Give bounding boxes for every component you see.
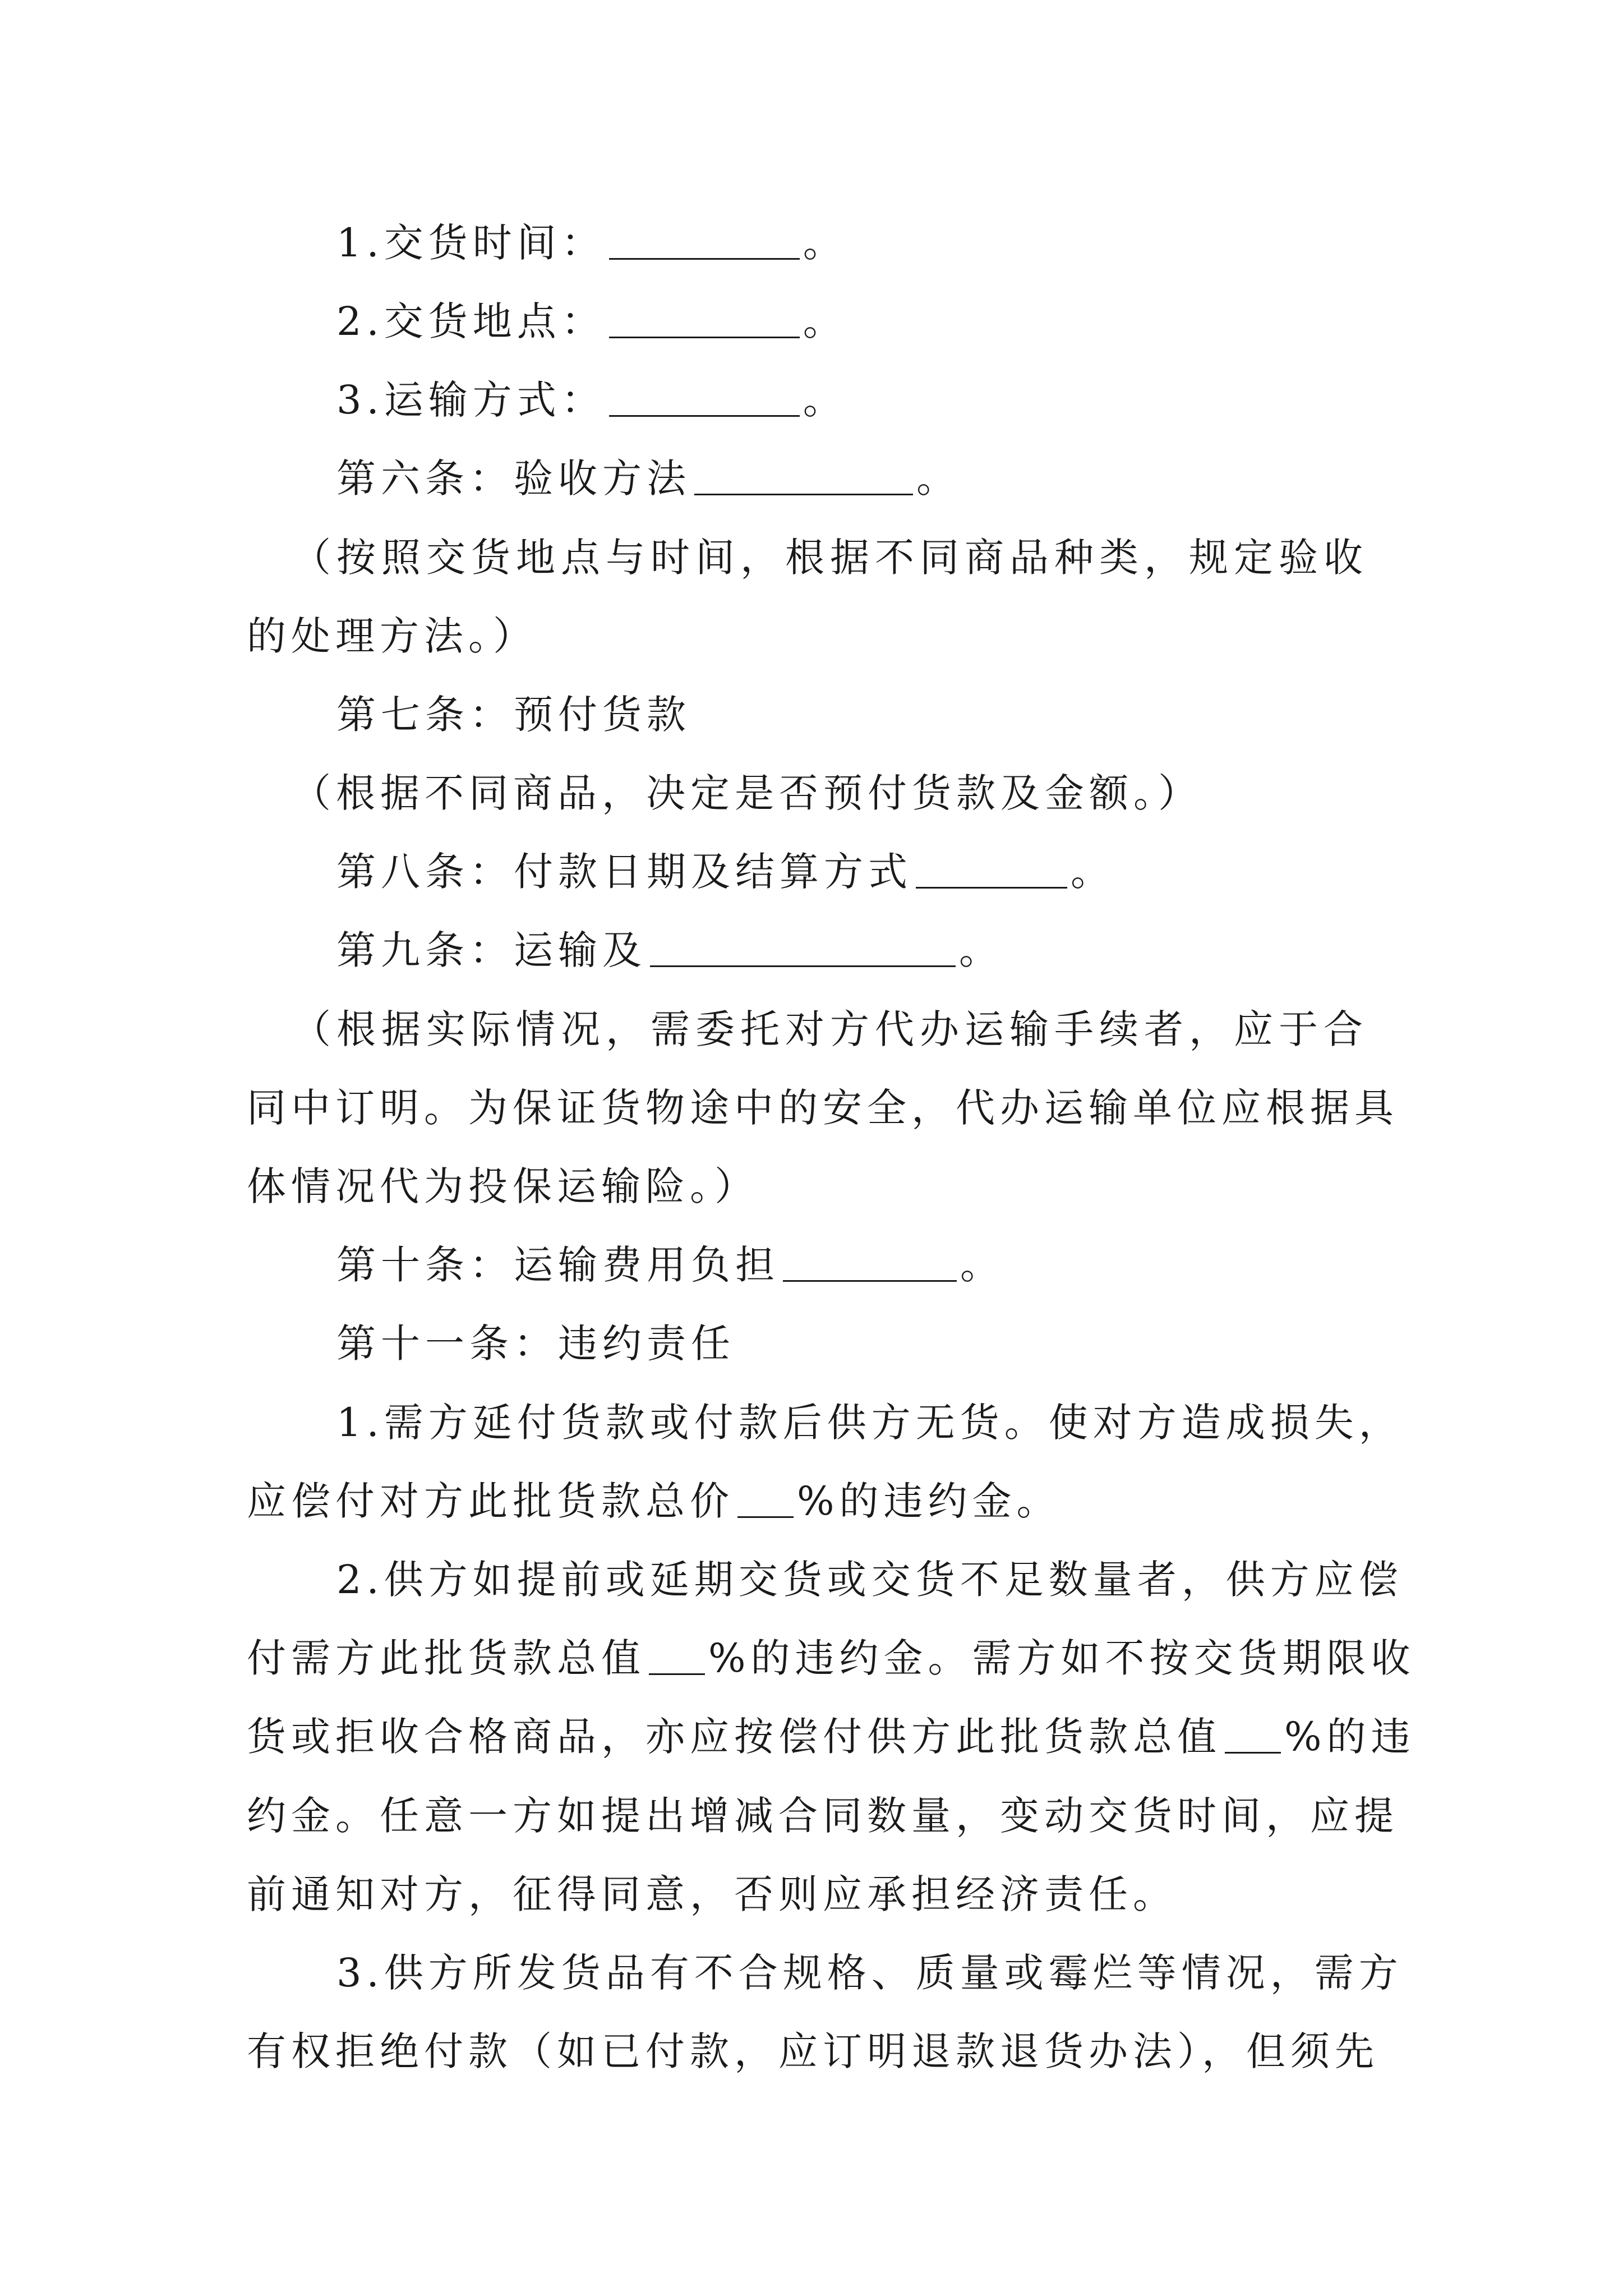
transport-method-label: 3.运输方式： — [336, 377, 606, 423]
percent-blank — [649, 1636, 705, 1675]
article-10-heading: 第十条：运输费用负担 — [336, 1242, 780, 1288]
line-end: 。 — [803, 377, 847, 423]
breach-clause-2-line-1: 2.供方如提前或延期交货或交货不足数量者，供方应偿 — [336, 1557, 1403, 1603]
article-9-note-line-3: 体情况代为投保运输险。） — [247, 1163, 759, 1209]
breach-clause-1-line-2 — [0, 1462, 1623, 1540]
breach-clause-1-line-1: 1.需方延付货款或付款后供方无货。使对方造成损失， — [336, 1400, 1403, 1446]
fill-blank — [916, 850, 1067, 889]
fill-blank — [609, 300, 800, 338]
line-end: 。 — [1071, 849, 1115, 895]
line-end: 。 — [803, 298, 847, 344]
delivery-time-label: 1.交货时间： — [336, 220, 606, 266]
percent-blank — [737, 1479, 794, 1518]
percent-blank — [1225, 1715, 1281, 1754]
breach-clause-3-line-1: 3.供方所发货品有不合规格、质量或霉烂等情况，需方 — [336, 1950, 1403, 1996]
breach-clause-3-line-2: 有权拒绝付款（如已付款，应订明退款退货办法），但须先 — [247, 2028, 1379, 2074]
clause-text: 付需方此批货款总值 — [247, 1635, 645, 1681]
clause-text: %的违约金。需方如不按交货期限收 — [708, 1635, 1415, 1681]
delivery-place-label: 2.交货地点： — [336, 298, 606, 344]
article-6-line — [0, 439, 1623, 518]
article-8-line — [0, 832, 1623, 911]
clause-text: %的违 — [1284, 1714, 1415, 1760]
article-8-heading: 第八条：付款日期及结算方式 — [336, 849, 912, 895]
article-9-note-line-1: （根据实际情况，需委托对方代办运输手续者，应于合 — [292, 1006, 1368, 1052]
fill-blank — [609, 378, 800, 417]
clause-text: 应偿付对方此批货款总价 — [247, 1478, 734, 1524]
fill-blank — [694, 457, 913, 495]
line-end: 。 — [803, 220, 847, 266]
delivery-time-line — [0, 204, 1623, 282]
transport-method-line — [0, 361, 1623, 439]
clause-text: %的违约金。 — [797, 1478, 1061, 1524]
article-7-heading: 第七条：预付货款 — [336, 692, 691, 738]
article-9-heading: 第九条：运输及 — [336, 927, 647, 973]
line-end: 。 — [960, 1242, 1004, 1288]
line-end: 。 — [916, 455, 961, 501]
article-7-note: （根据不同商品，决定是否预付货款及金额。） — [292, 770, 1202, 816]
fill-blank — [650, 928, 956, 967]
fill-blank — [609, 221, 800, 260]
article-6-heading: 第六条：验收方法 — [336, 455, 691, 501]
article-6-note-line-2: 的处理方法。） — [247, 613, 537, 659]
fill-blank — [783, 1243, 957, 1282]
article-9-note-line-2: 同中订明。为保证货物途中的安全，代办运输单位应根据具 — [247, 1085, 1399, 1131]
delivery-place-line — [0, 282, 1623, 361]
article-6-note-line-1: （按照交货地点与时间，根据不同商品种类，规定验收 — [292, 535, 1368, 581]
article-9-line — [0, 911, 1623, 990]
article-10-line — [0, 1226, 1623, 1304]
article-11-heading: 第十一条：违约责任 — [336, 1320, 735, 1366]
breach-clause-2-line-3 — [0, 1697, 1623, 1776]
breach-clause-2-line-4: 约金。任意一方如提出增减合同数量，变动交货时间，应提 — [247, 1793, 1399, 1839]
clause-text: 货或拒收合格商品，亦应按偿付供方此批货款总值 — [247, 1714, 1221, 1760]
breach-clause-2-line-5: 前通知对方，征得同意，否则应承担经济责任。 — [247, 1871, 1177, 1917]
line-end: 。 — [959, 927, 1003, 973]
breach-clause-2-line-2 — [0, 1619, 1623, 1697]
